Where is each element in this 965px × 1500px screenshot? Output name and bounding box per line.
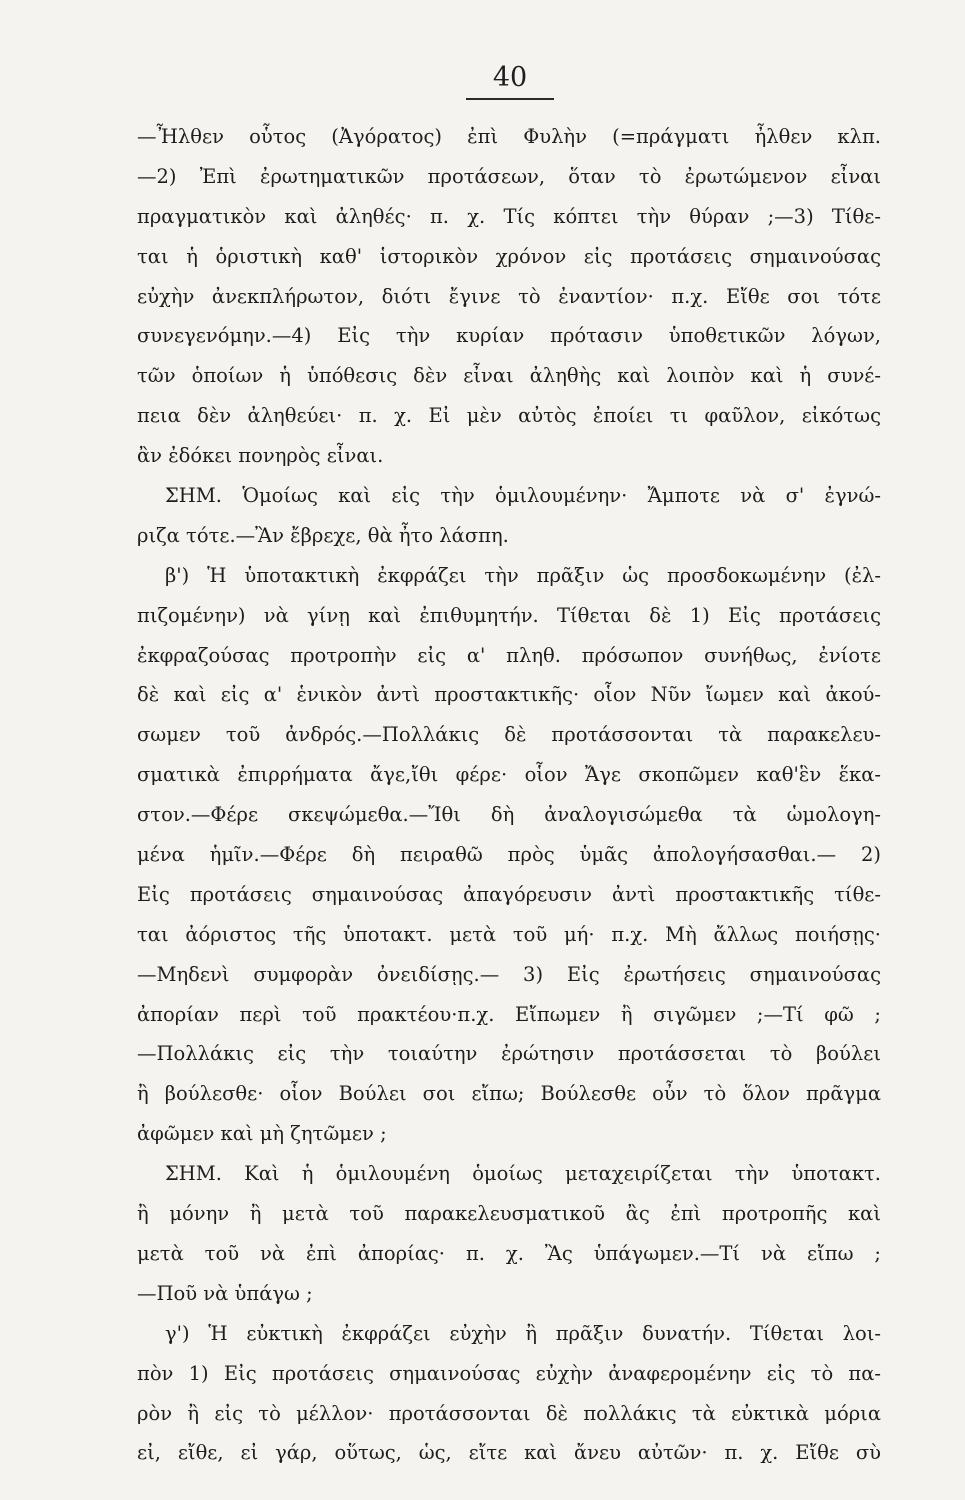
text-line: —2) Ἐπὶ ἐρωτηματικῶν προτάσεων, ὅταν τὸ ἐρωτώμενον εἶναι	[137, 164, 881, 188]
text-line: ται ἡ ὁριστικὴ καθ' ἱστορικὸν χρόνον εἰς προτάσεις σημαινούσας	[137, 244, 881, 268]
text-line: ΣΗΜ. Ὁμοίως καὶ εἰς τὴν ὁμιλουμένην· Ἄμποτε νὰ σ' ἐγνώ-	[165, 484, 881, 508]
text-line: ἂν ἐδόκει πονηρὸς εἶναι.	[137, 444, 384, 468]
text-line: ἢ μόνην ἢ μετὰ τοῦ παρακελευσματικοῦ ἂς ἐπὶ προτροπῆς καὶ	[137, 1202, 881, 1226]
text-line: τῶν ὁποίων ἡ ὑπόθεσις δὲν εἶναι ἀληθὴς καὶ λοιπὸν καὶ ἡ συνέ-	[137, 364, 881, 388]
text-line: ἀπορίαν περὶ τοῦ πρακτέου·π.χ. Εἴπωμεν ἢ σιγῶμεν ;—Τί φῶ ;	[137, 1002, 881, 1026]
text-line: στον.—Φέρε σκεψώμεθα.—Ἴθι δὴ ἀναλογισώμεθα τὰ ὡμολογη-	[137, 803, 881, 827]
text-line: ται ἀόριστος τῆς ὑποτακτ. μετὰ τοῦ μή· π.χ. Μὴ ἄλλως ποιήσῃς·	[137, 922, 881, 946]
text-line: ΣΗΜ. Καὶ ἡ ὁμιλουμένη ὁμοίως μεταχειρίζεται τὴν ὑποτακτ.	[165, 1162, 881, 1186]
text-line: β') Ἡ ὑποτακτικὴ ἐκφράζει τὴν πρᾶξιν ὡς προσδοκωμένην (ἐλ-	[165, 563, 881, 587]
body-text	[137, 117, 881, 1473]
text-line: μένα ἡμῖν.—Φέρε δὴ πειραθῶ πρὸς ὑμᾶς ἀπολογήσασθαι.— 2)	[137, 843, 881, 867]
text-line: πὸν 1) Εἰς προτάσεις σημαινούσας εὐχὴν ἀναφερομένην εἰς τὸ πα-	[137, 1361, 881, 1385]
page-number-rule	[466, 98, 554, 100]
text-line: εὐχὴν ἀνεκπλήρωτον, διότι ἔγινε τὸ ἐναντίον· π.χ. Εἴθε σοι τότε	[137, 284, 881, 308]
text-line: δὲ καὶ εἰς α' ἑνικὸν ἀντὶ προστακτικῆς· οἷον Νῦν ἴωμεν καὶ ἀκού-	[137, 683, 881, 707]
text-line: εἰ, εἴθε, εἰ γάρ, οὕτως, ὡς, εἴτε καὶ ἄνευ αὐτῶν· π. χ. Εἴθε σὺ	[137, 1441, 881, 1465]
text-line: —Πολλάκις εἰς τὴν τοιαύτην ἐρώτησιν προτάσσεται τὸ βούλει	[137, 1042, 881, 1066]
text-line: συνεγενόμην.—4) Εἰς τὴν κυρίαν πρότασιν ὑποθετικῶν λόγων,	[137, 324, 881, 348]
page-number: 40	[492, 62, 528, 93]
text-line: ἢ βούλεσθε· οἷον Βούλει σοι εἴπω; Βούλεσθε οὖν τὸ ὅλον πρᾶγμα	[137, 1082, 881, 1106]
text-line: ρὸν ἢ εἰς τὸ μέλλον· προτάσσονται δὲ πολλάκις τὰ εὐκτικὰ μόρια	[137, 1401, 881, 1425]
text-line: πεια δὲν ἀληθεύει· π. χ. Εἰ μὲν αὐτὸς ἐποίει τι φαῦλον, εἰκότως	[137, 404, 881, 428]
text-line: σματικὰ ἐπιρρήματα ἄγε,ἴθι φέρε· οἷον Ἄγε σκοπῶμεν καθ'ἓν ἕκα-	[137, 763, 881, 787]
text-line: μετὰ τοῦ νὰ ἐπὶ ἀπορίας· π. χ. Ἂς ὑπάγωμεν.—Τί νὰ εἴπω ;	[137, 1241, 881, 1265]
text-line: ἐκφραζούσας προτροπὴν εἰς α' πληθ. πρόσωπον συνήθως, ἐνίοτε	[137, 643, 881, 667]
text-line: —Μηδενὶ συμφορὰν ὀνειδίσῃς.— 3) Εἰς ἐρωτήσεις σημαινούσας	[137, 962, 881, 986]
text-line: Εἰς προτάσεις σημαινούσας ἀπαγόρευσιν ἀντὶ προστακτικῆς τίθε-	[137, 882, 881, 906]
text-line: πραγματικὸν καὶ ἀληθές· π. χ. Τίς κόπτει τὴν θύραν ;—3) Τίθε-	[137, 204, 881, 228]
text-line: πιζομένην) νὰ γίνῃ καὶ ἐπιθυμητήν. Τίθεται δὲ 1) Εἰς προτάσεις	[137, 603, 881, 627]
text-line: σωμεν τοῦ ἀνδρός.—Πολλάκις δὲ προτάσσονται τὰ παρακελευ-	[137, 723, 881, 747]
text-line: ἀφῶμεν καὶ μὴ ζητῶμεν ;	[137, 1122, 387, 1146]
text-line: ριζα τότε.—Ἂν ἔβρεχε, θὰ ἦτο λάσπη.	[137, 523, 509, 547]
text-line: γ') Ἡ εὐκτικὴ ἐκφράζει εὐχὴν ἢ πρᾶξιν δυνατήν. Τίθεται λοι-	[165, 1321, 881, 1345]
text-line: —Ποῦ νὰ ὑπάγω ;	[137, 1281, 313, 1305]
text-line: —Ἦλθεν οὗτος (Ἀγόρατος) ἐπὶ Φυλὴν (=πράγματι ἦλθεν κλπ.	[137, 125, 881, 148]
